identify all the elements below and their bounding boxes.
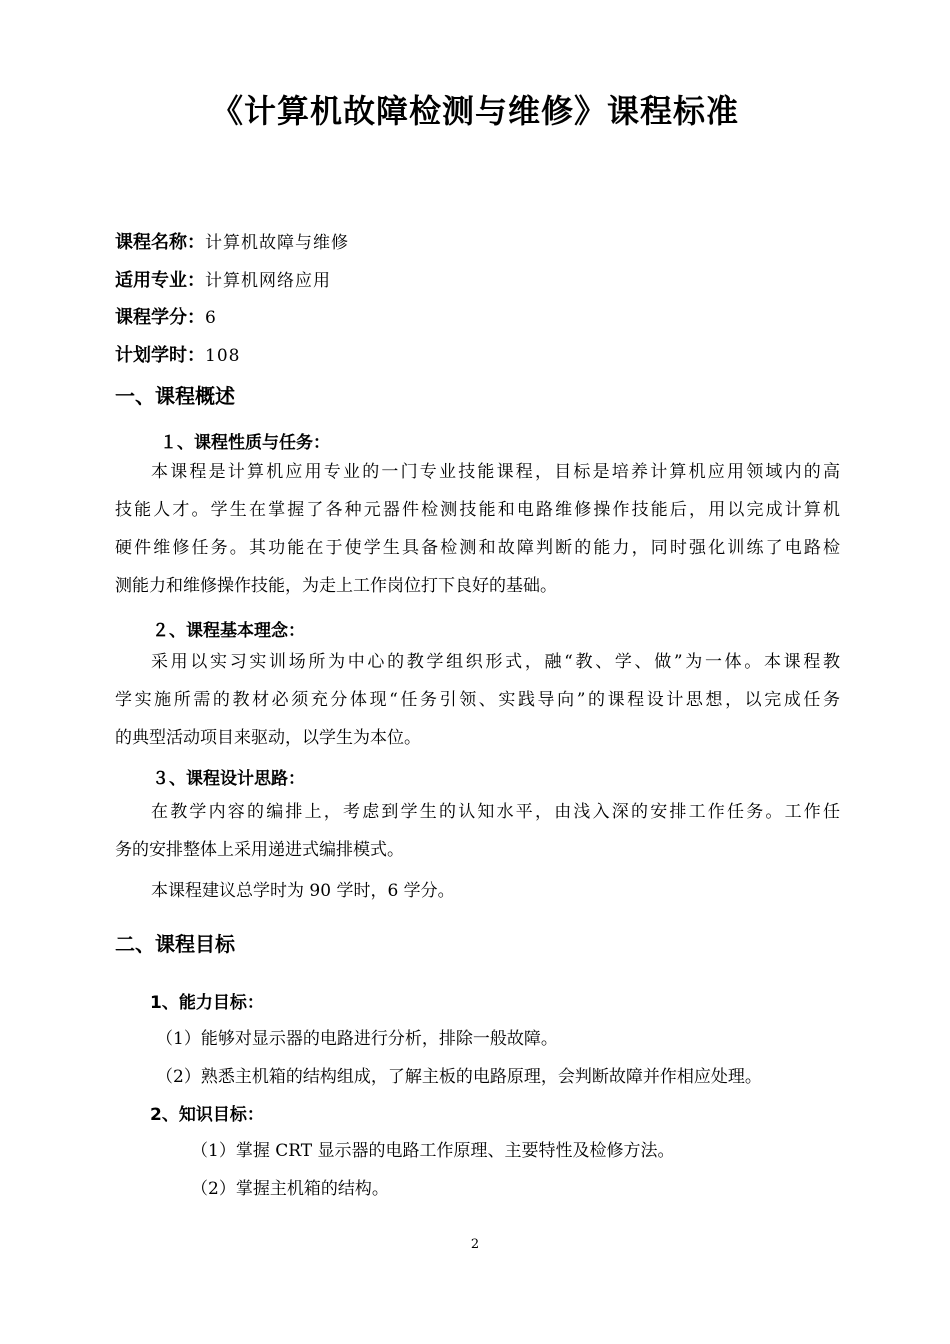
paragraph-line: 技能人才。学生在掌握了各种元器件检测技能和电路维修操作技能后，用以完成计算机 [115, 500, 840, 520]
section-heading-overview: 一、课程概述 [115, 384, 235, 408]
document-title: 《计算机故障检测与维修》课程标准 [210, 92, 739, 130]
subsection-heading-ability: 1、能力目标： [150, 993, 264, 1013]
subsection-heading-design: ３、课程设计思路： [152, 769, 305, 789]
paragraph-philosophy [115, 648, 840, 762]
meta-label: 课程名称： [115, 232, 205, 253]
meta-value: 计算机故障与维修 [205, 233, 349, 253]
paragraph-line: 本课程是计算机应用专业的一门专业技能课程，目标是培养计算机应用领域内的高 [151, 462, 840, 482]
meta-label: 适用专业： [115, 270, 205, 291]
subsection-heading-knowledge: 2、知识目标： [150, 1105, 264, 1125]
page-number: 2 [470, 1237, 480, 1252]
paragraph-nature [115, 458, 840, 610]
paragraph-line: 务的安排整体上采用递进式编排模式。 [115, 840, 404, 860]
meta-credits [115, 303, 217, 329]
subsection-heading-philosophy: ２、课程基本理念： [152, 621, 305, 641]
meta-label: 课程学分： [115, 307, 205, 328]
paragraph-line: 采用以实习实训场所为中心的教学组织形式，融“教、学、做”为一体。本课程教 [151, 652, 840, 672]
section-heading-objectives: 二、课程目标 [115, 932, 235, 956]
meta-label: 计划学时： [115, 345, 205, 366]
knowledge-item: （1）掌握 CRT 显示器的电路工作原理、主要特性及检修方法。 [191, 1141, 675, 1161]
paragraph-line: 在教学内容的编排上，考虑到学生的认知水平，由浅入深的安排工作任务。工作任 [151, 802, 840, 822]
meta-value: 计算机网络应用 [205, 271, 331, 291]
ability-item: （1）能够对显示器的电路进行分析，排除一般故障。 [156, 1029, 558, 1049]
subsection-heading-nature: １、课程性质与任务： [160, 433, 330, 453]
paragraph-line: 硬件维修任务。其功能在于使学生具备检测和故障判断的能力，同时强化训练了电路检 [115, 538, 840, 558]
knowledge-item: （2）掌握主机箱的结构。 [191, 1179, 389, 1199]
paragraph-line: 学实施所需的教材必须充分体现“任务引领、实践导向”的课程设计思想，以完成任务 [115, 690, 840, 710]
meta-course-name [115, 228, 349, 254]
meta-value: 108 [205, 346, 241, 366]
meta-value: 6 [205, 308, 217, 328]
paragraph-design [115, 798, 840, 874]
ability-item: （2）熟悉主机箱的结构组成，了解主板的电路原理，会判断故障并作相应处理。 [156, 1067, 762, 1087]
meta-major [115, 266, 331, 292]
meta-hours [115, 341, 240, 367]
paragraph-line: 测能力和维修操作技能，为走上工作岗位打下良好的基础。 [115, 576, 557, 596]
paragraph-line: 的典型活动项目来驱动，以学生为本位。 [115, 728, 421, 748]
paragraph-hours-note: 本课程建议总学时为 90 学时，6 学分。 [151, 881, 455, 901]
